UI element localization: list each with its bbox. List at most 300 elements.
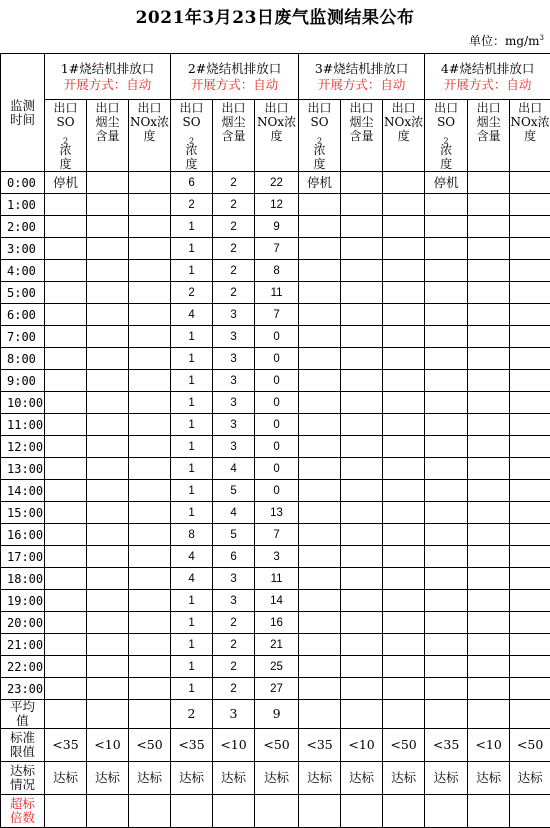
- data-cell: [468, 304, 510, 326]
- table-row: [1, 678, 550, 700]
- table-row: [1, 656, 550, 678]
- data-cell: 3: [255, 546, 299, 568]
- data-cell: 1: [171, 238, 213, 260]
- data-cell: [510, 656, 550, 678]
- data-cell: 5: [213, 524, 255, 546]
- data-cell: 3: [213, 370, 255, 392]
- data-cell: [383, 194, 425, 216]
- data-cell: 1: [171, 612, 213, 634]
- time-cell: 17:00: [1, 546, 45, 568]
- data-cell: 3: [213, 348, 255, 370]
- data-cell: [468, 458, 510, 480]
- data-cell: [129, 216, 171, 238]
- data-cell: [383, 590, 425, 612]
- data-cell: [129, 612, 171, 634]
- data-cell: 11: [255, 568, 299, 590]
- table-row: [1, 458, 550, 480]
- table-row: [1, 392, 550, 414]
- table-row: [1, 502, 550, 524]
- data-cell: [87, 392, 129, 414]
- data-cell: [45, 238, 87, 260]
- exceed-cell: [341, 795, 383, 828]
- data-cell: [341, 282, 383, 304]
- data-cell: [129, 656, 171, 678]
- data-cell: [129, 502, 171, 524]
- data-cell: [129, 282, 171, 304]
- status-row: [1, 762, 550, 795]
- data-cell: 7: [255, 524, 299, 546]
- data-cell: [299, 524, 341, 546]
- data-cell: [383, 568, 425, 590]
- table-row: [1, 634, 550, 656]
- data-cell: [425, 260, 468, 282]
- data-cell: 1: [171, 634, 213, 656]
- data-cell: 0: [255, 480, 299, 502]
- site-header-row: [1, 54, 550, 100]
- data-cell: [87, 524, 129, 546]
- data-cell: 16: [255, 612, 299, 634]
- time-cell: 20:00: [1, 612, 45, 634]
- data-cell: 6: [171, 172, 213, 194]
- data-cell: [45, 326, 87, 348]
- data-cell: [341, 304, 383, 326]
- time-cell: 21:00: [1, 634, 45, 656]
- data-cell: [510, 590, 550, 612]
- limit-cell: <50: [129, 729, 171, 762]
- data-cell: [510, 546, 550, 568]
- data-cell: [510, 568, 550, 590]
- data-cell: 4: [213, 502, 255, 524]
- data-cell: [129, 590, 171, 612]
- data-cell: 5: [213, 480, 255, 502]
- time-cell: 19:00: [1, 590, 45, 612]
- data-cell: 3: [213, 326, 255, 348]
- data-cell: 2: [213, 194, 255, 216]
- data-cell: [468, 678, 510, 700]
- data-cell: [129, 414, 171, 436]
- data-cell: 0: [255, 414, 299, 436]
- dust-column-header: 出口 烟尘 含量: [213, 100, 255, 172]
- data-cell: [425, 348, 468, 370]
- data-cell: 22: [255, 172, 299, 194]
- average-cell: [87, 700, 129, 729]
- data-cell: [45, 436, 87, 458]
- data-cell: 1: [171, 392, 213, 414]
- data-cell: [129, 370, 171, 392]
- data-cell: [341, 392, 383, 414]
- data-cell: [87, 590, 129, 612]
- data-cell: 6: [213, 546, 255, 568]
- data-cell: 1: [171, 436, 213, 458]
- data-cell: 1: [171, 502, 213, 524]
- data-cell: [87, 326, 129, 348]
- data-cell: [299, 282, 341, 304]
- data-cell: 7: [255, 238, 299, 260]
- data-cell: [129, 172, 171, 194]
- data-cell: 1: [171, 414, 213, 436]
- average-cell: 9: [255, 700, 299, 729]
- exceed-cell: [510, 795, 550, 828]
- data-cell: [87, 414, 129, 436]
- data-cell: 2: [213, 656, 255, 678]
- data-cell: [510, 348, 550, 370]
- data-cell: [383, 216, 425, 238]
- time-cell: 22:00: [1, 656, 45, 678]
- data-cell: 9: [255, 216, 299, 238]
- average-cell: [468, 700, 510, 729]
- limit-label: 标准 限值: [1, 729, 45, 762]
- data-cell: 2: [213, 172, 255, 194]
- data-cell: [299, 612, 341, 634]
- time-cell: 8:00: [1, 348, 45, 370]
- time-cell: 5:00: [1, 282, 45, 304]
- status-cell: 达标: [383, 762, 425, 795]
- site-header-1: 1#烧结机排放口 开展方式：自动: [45, 54, 171, 100]
- nox-column-header: 出口 NOx浓 度: [255, 100, 299, 172]
- status-cell: 达标: [425, 762, 468, 795]
- table-row: [1, 436, 550, 458]
- data-cell: [468, 436, 510, 458]
- data-cell: [45, 304, 87, 326]
- data-cell: [510, 414, 550, 436]
- data-cell: [425, 568, 468, 590]
- data-cell: [341, 612, 383, 634]
- data-cell: [425, 656, 468, 678]
- data-cell: [341, 370, 383, 392]
- status-label: 达标 情况: [1, 762, 45, 795]
- data-cell: [87, 304, 129, 326]
- data-cell: [129, 392, 171, 414]
- time-cell: 10:00: [1, 392, 45, 414]
- data-cell: 11: [255, 282, 299, 304]
- data-cell: [510, 370, 550, 392]
- time-cell: 3:00: [1, 238, 45, 260]
- data-cell: [87, 458, 129, 480]
- data-cell: [468, 590, 510, 612]
- data-cell: [510, 304, 550, 326]
- nox-column-header: 出口 NOx浓 度: [383, 100, 425, 172]
- data-cell: [468, 634, 510, 656]
- table-row: [1, 370, 550, 392]
- data-cell: [341, 480, 383, 502]
- data-cell: 1: [171, 216, 213, 238]
- data-cell: [468, 414, 510, 436]
- data-cell: [299, 238, 341, 260]
- exceed-cell: [425, 795, 468, 828]
- average-label: 平均 值: [1, 700, 45, 729]
- table-row: [1, 326, 550, 348]
- data-cell: [129, 304, 171, 326]
- so2-column-header: 出口 SO $_2$ 浓 度: [45, 100, 87, 172]
- data-cell: [468, 216, 510, 238]
- exceed-row: [1, 795, 550, 828]
- data-cell: [299, 546, 341, 568]
- data-cell: [87, 216, 129, 238]
- data-cell: 2: [213, 238, 255, 260]
- limit-cell: <35: [171, 729, 213, 762]
- data-cell: [87, 502, 129, 524]
- data-cell: 4: [171, 546, 213, 568]
- data-cell: [425, 414, 468, 436]
- data-cell: [299, 678, 341, 700]
- data-cell: [299, 370, 341, 392]
- data-cell: [510, 678, 550, 700]
- data-cell: [425, 634, 468, 656]
- time-cell: 7:00: [1, 326, 45, 348]
- status-cell: 达标: [341, 762, 383, 795]
- column-header-row: [1, 100, 550, 172]
- site-header-3: 3#烧结机排放口 开展方式：自动: [299, 54, 425, 100]
- data-cell: [510, 480, 550, 502]
- data-cell: [87, 634, 129, 656]
- data-cell: [299, 436, 341, 458]
- data-cell: [383, 326, 425, 348]
- data-cell: [510, 238, 550, 260]
- average-cell: [45, 700, 87, 729]
- data-cell: [299, 568, 341, 590]
- time-cell: 12:00: [1, 436, 45, 458]
- time-cell: 14:00: [1, 480, 45, 502]
- data-cell: 2: [171, 194, 213, 216]
- data-cell: [468, 656, 510, 678]
- data-cell: 4: [171, 568, 213, 590]
- data-cell: 8: [171, 524, 213, 546]
- data-cell: [383, 370, 425, 392]
- status-cell: 达标: [171, 762, 213, 795]
- data-cell: [425, 590, 468, 612]
- site-header-4: 4#烧结机排放口 开展方式：自动: [425, 54, 550, 100]
- data-cell: [383, 172, 425, 194]
- data-cell: [341, 194, 383, 216]
- data-cell: [383, 304, 425, 326]
- data-cell: [510, 326, 550, 348]
- data-cell: [510, 194, 550, 216]
- data-cell: [425, 326, 468, 348]
- data-cell: [468, 612, 510, 634]
- limit-cell: <10: [341, 729, 383, 762]
- data-cell: 2: [213, 634, 255, 656]
- so2-column-header: 出口 SO $_2$ 浓 度: [299, 100, 341, 172]
- data-cell: [468, 568, 510, 590]
- data-cell: [383, 502, 425, 524]
- data-cell: [341, 656, 383, 678]
- data-cell: [45, 568, 87, 590]
- data-cell: [299, 634, 341, 656]
- table-row: [1, 260, 550, 282]
- data-cell: [425, 392, 468, 414]
- table-row: [1, 480, 550, 502]
- data-cell: [45, 282, 87, 304]
- table-row: [1, 348, 550, 370]
- data-cell: [299, 656, 341, 678]
- data-cell: [510, 502, 550, 524]
- data-cell: [299, 348, 341, 370]
- status-cell: 停机: [45, 172, 87, 194]
- data-cell: 3: [213, 590, 255, 612]
- data-cell: 12: [255, 194, 299, 216]
- average-cell: [341, 700, 383, 729]
- data-cell: 2: [213, 282, 255, 304]
- data-cell: 0: [255, 348, 299, 370]
- data-cell: [425, 612, 468, 634]
- data-cell: [341, 260, 383, 282]
- data-cell: [510, 436, 550, 458]
- data-cell: 3: [213, 414, 255, 436]
- data-cell: [129, 458, 171, 480]
- data-cell: [510, 634, 550, 656]
- data-cell: [299, 480, 341, 502]
- data-cell: [383, 392, 425, 414]
- unit-label: 单位：$mg/m^3$: [469, 32, 544, 49]
- data-cell: [341, 568, 383, 590]
- limit-cell: <35: [299, 729, 341, 762]
- so2-column-header: 出口 SO $_2$ 浓 度: [171, 100, 213, 172]
- data-cell: [468, 282, 510, 304]
- data-cell: [299, 392, 341, 414]
- data-cell: [341, 326, 383, 348]
- data-cell: [383, 656, 425, 678]
- data-cell: [45, 656, 87, 678]
- site-header-2: 2#烧结机排放口 开展方式：自动: [171, 54, 299, 100]
- data-cell: [341, 216, 383, 238]
- exceed-cell: [129, 795, 171, 828]
- data-cell: 0: [255, 370, 299, 392]
- data-cell: [510, 524, 550, 546]
- data-cell: 2: [171, 282, 213, 304]
- data-cell: 25: [255, 656, 299, 678]
- data-cell: [129, 634, 171, 656]
- table-row: [1, 238, 550, 260]
- data-cell: [45, 392, 87, 414]
- status-cell: 达标: [468, 762, 510, 795]
- data-cell: [468, 524, 510, 546]
- average-cell: [425, 700, 468, 729]
- limit-cell: <50: [255, 729, 299, 762]
- data-cell: [87, 656, 129, 678]
- data-cell: [425, 238, 468, 260]
- table-row: [1, 414, 550, 436]
- data-cell: [425, 436, 468, 458]
- table-row: [1, 546, 550, 568]
- data-cell: [383, 238, 425, 260]
- data-cell: [341, 524, 383, 546]
- data-cell: [129, 524, 171, 546]
- data-cell: [341, 348, 383, 370]
- data-cell: [87, 678, 129, 700]
- data-cell: [87, 172, 129, 194]
- data-cell: [468, 172, 510, 194]
- nox-column-header: 出口 NOx浓 度: [510, 100, 550, 172]
- data-cell: [129, 326, 171, 348]
- data-cell: [129, 546, 171, 568]
- data-cell: [299, 304, 341, 326]
- data-cell: [468, 326, 510, 348]
- data-cell: [383, 282, 425, 304]
- data-cell: [425, 458, 468, 480]
- average-cell: 2: [171, 700, 213, 729]
- data-cell: 1: [171, 260, 213, 282]
- data-cell: [383, 414, 425, 436]
- data-cell: 2: [213, 260, 255, 282]
- data-cell: [425, 678, 468, 700]
- data-cell: [468, 546, 510, 568]
- data-cell: [87, 238, 129, 260]
- data-cell: [45, 370, 87, 392]
- data-cell: [129, 436, 171, 458]
- status-cell: 达标: [255, 762, 299, 795]
- nox-column-header: 出口 NOx浓 度: [129, 100, 171, 172]
- data-cell: [510, 260, 550, 282]
- data-cell: [341, 436, 383, 458]
- data-cell: 7: [255, 304, 299, 326]
- data-cell: [87, 612, 129, 634]
- data-cell: [45, 480, 87, 502]
- data-cell: [468, 238, 510, 260]
- data-cell: [45, 260, 87, 282]
- data-cell: [510, 282, 550, 304]
- data-cell: 0: [255, 392, 299, 414]
- time-cell: 6:00: [1, 304, 45, 326]
- data-cell: [45, 348, 87, 370]
- table-row: [1, 304, 550, 326]
- time-cell: 18:00: [1, 568, 45, 590]
- data-cell: [129, 678, 171, 700]
- exceed-cell: [299, 795, 341, 828]
- data-cell: [341, 238, 383, 260]
- data-cell: 27: [255, 678, 299, 700]
- data-cell: [383, 260, 425, 282]
- data-cell: [468, 194, 510, 216]
- data-cell: [468, 370, 510, 392]
- data-cell: 1: [171, 590, 213, 612]
- data-cell: [510, 216, 550, 238]
- data-cell: [129, 238, 171, 260]
- data-cell: [468, 480, 510, 502]
- data-cell: [129, 194, 171, 216]
- time-cell: 0:00: [1, 172, 45, 194]
- time-cell: 11:00: [1, 414, 45, 436]
- data-cell: [510, 392, 550, 414]
- data-cell: [299, 216, 341, 238]
- data-cell: 14: [255, 590, 299, 612]
- data-cell: [425, 546, 468, 568]
- data-cell: 3: [213, 568, 255, 590]
- data-cell: [383, 436, 425, 458]
- data-cell: [45, 194, 87, 216]
- data-cell: 1: [171, 458, 213, 480]
- limit-row: [1, 729, 550, 762]
- data-cell: [341, 590, 383, 612]
- status-cell: 达标: [213, 762, 255, 795]
- data-cell: 1: [171, 656, 213, 678]
- exceed-cell: [213, 795, 255, 828]
- status-cell: 达标: [87, 762, 129, 795]
- data-cell: [299, 502, 341, 524]
- table-row: [1, 568, 550, 590]
- status-cell: 停机: [425, 172, 468, 194]
- dust-column-header: 出口 烟尘 含量: [341, 100, 383, 172]
- data-cell: [383, 546, 425, 568]
- limit-cell: <35: [425, 729, 468, 762]
- average-cell: [383, 700, 425, 729]
- data-cell: [45, 502, 87, 524]
- average-cell: [299, 700, 341, 729]
- data-cell: 2: [213, 216, 255, 238]
- status-cell: 达标: [299, 762, 341, 795]
- data-cell: [425, 502, 468, 524]
- limit-cell: <50: [383, 729, 425, 762]
- time-cell: 4:00: [1, 260, 45, 282]
